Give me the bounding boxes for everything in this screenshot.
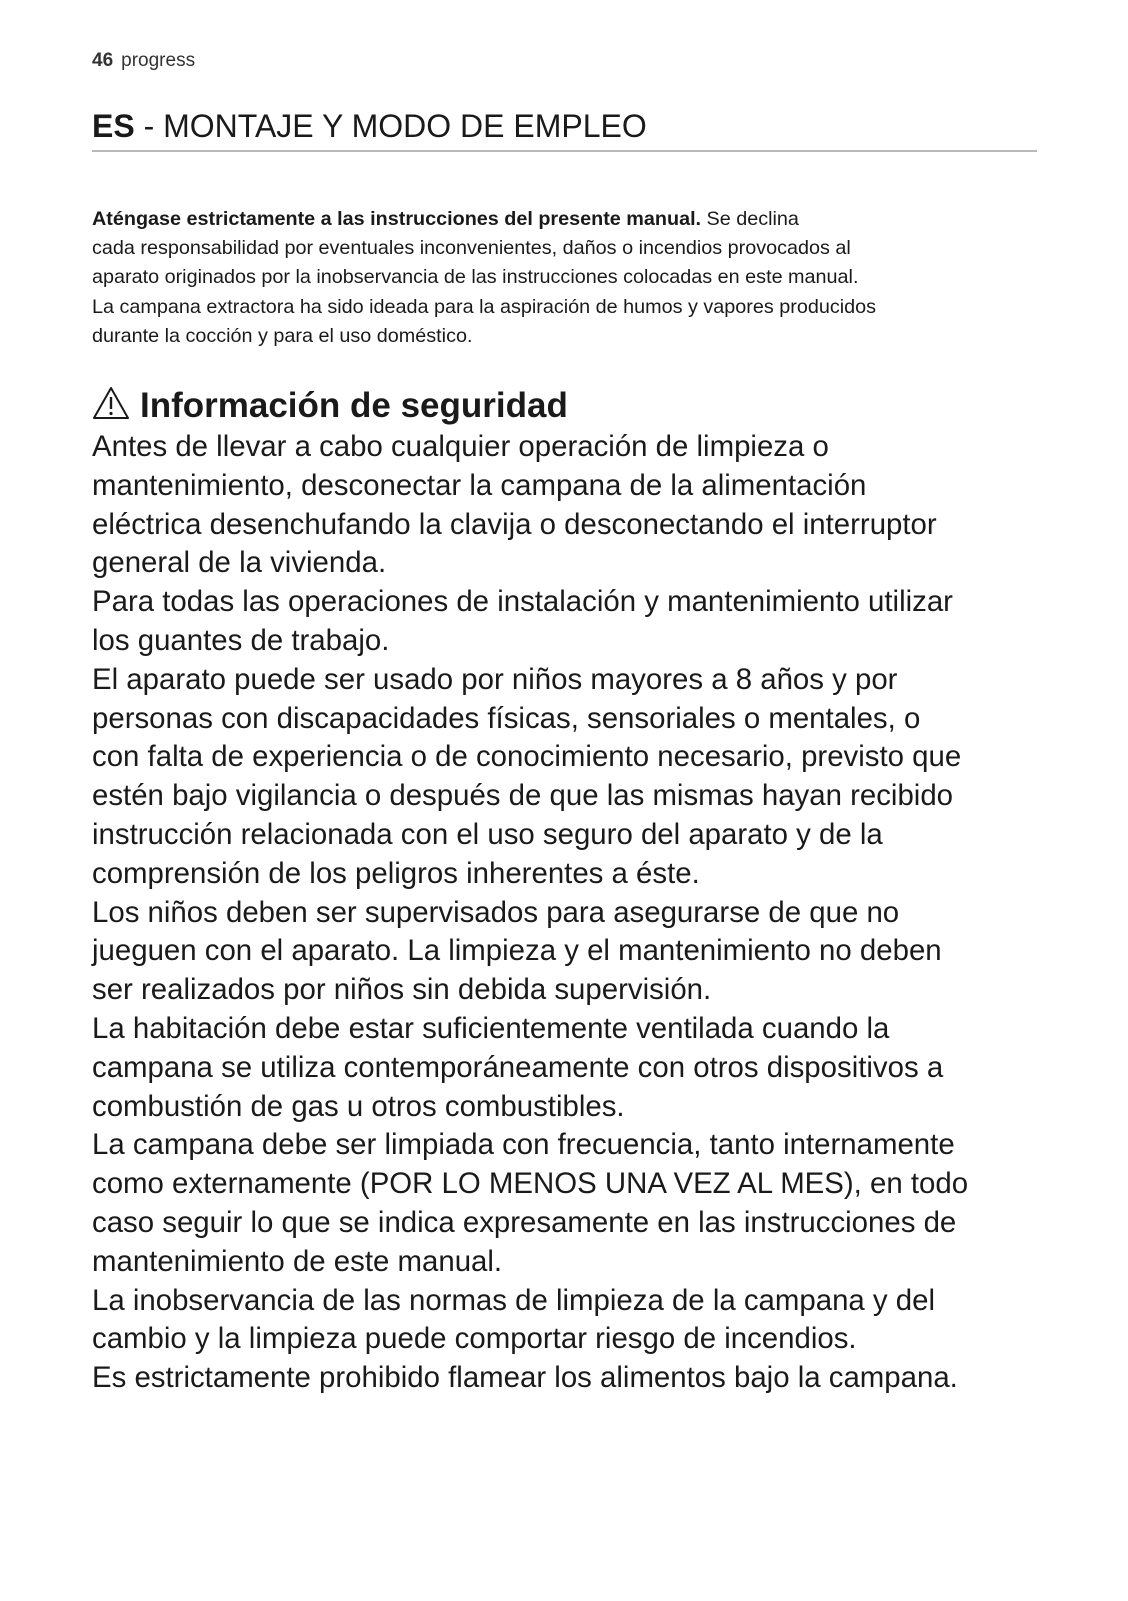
- safety-line: caso seguir lo que se indica expresamente en las instrucciones de: [92, 1205, 957, 1239]
- warning-triangle-icon: [92, 386, 130, 420]
- safety-line: Antes de llevar a cabo cualquier operación de limpieza o: [92, 430, 829, 463]
- safety-text: [92, 428, 1037, 1398]
- brand-name: progress: [121, 50, 196, 71]
- safety-line: general de la vivienda.: [92, 546, 387, 580]
- safety-line: jueguen con el aparato. La limpieza y el mantenimiento no deben: [92, 934, 942, 968]
- safety-line: con falta de experiencia o de conocimiento necesario, previsto que: [92, 740, 962, 774]
- safety-heading: [92, 384, 568, 428]
- intro-line: [92, 205, 1037, 234]
- intro-line-rest: Se declina: [701, 208, 799, 230]
- safety-line: instrucción relacionada con el uso seguro del aparato y de la: [92, 817, 883, 851]
- safety-line: los guantes de trabajo.: [92, 623, 390, 657]
- language-code: ES: [92, 108, 135, 144]
- safety-line: El aparato puede ser usado por niños mayores a 8 años y por: [92, 662, 898, 696]
- safety-line: eléctrica desenchufando la clavija o desconectando el interruptor: [92, 507, 937, 541]
- page-number: 46: [92, 50, 114, 71]
- safety-line: estén bajo vigilancia o después de que las mismas hayan recibido: [92, 779, 954, 813]
- safety-line: cambio y la limpieza puede comportar riesgo de incendios.: [92, 1322, 857, 1356]
- intro-line: cada responsabilidad por eventuales inconvenientes, daños o incendios provocados al: [92, 237, 851, 260]
- safety-line: personas con discapacidades físicas, sensoriales o mentales, o: [92, 701, 921, 735]
- safety-line: mantenimiento, desconectar la campana de la alimentación: [92, 468, 867, 502]
- intro-paragraph: [92, 205, 1037, 351]
- safety-line: Para todas las operaciones de instalación y mantenimiento utilizar: [92, 585, 953, 619]
- safety-heading-text: Información de seguridad: [140, 386, 568, 425]
- section-title: [92, 106, 1037, 152]
- safety-line: como externamente (POR LO MENOS UNA VEZ AL MES), en todo: [92, 1167, 969, 1201]
- intro-line: La campana extractora ha sido ideada para la aspiración de humos y vapores producidos: [92, 295, 877, 318]
- running-header: [92, 50, 195, 72]
- section-title-text: - MONTAJE Y MODO DE EMPLEO: [134, 108, 647, 144]
- safety-line: combustión de gas u otros combustibles.: [92, 1089, 625, 1123]
- intro-line: durante la cocción y para el uso doméstico.: [92, 324, 473, 347]
- safety-line: ser realizados por niños sin debida supervisión.: [92, 973, 712, 1007]
- safety-line: comprensión de los peligros inherentes a éste.: [92, 856, 700, 890]
- safety-line: Es estrictamente prohibido flamear los alimentos bajo la campana.: [92, 1361, 958, 1395]
- safety-line: campana se utiliza contemporáneamente con otros dispositivos a: [92, 1050, 944, 1084]
- intro-line: aparato originados por la inobservancia de las instrucciones colocadas en este manual.: [92, 266, 859, 289]
- safety-line: La inobservancia de las normas de limpieza de la campana y del: [92, 1283, 936, 1317]
- intro-bold-text: Aténgase estrictamente a las instrucciones del presente manual.: [92, 208, 702, 230]
- safety-line: La habitación debe estar suficientemente ventilada cuando la: [92, 1011, 890, 1045]
- safety-line: mantenimiento de este manual.: [92, 1244, 503, 1278]
- safety-line: Los niños deben ser supervisados para asegurarse de que no: [92, 895, 900, 929]
- safety-line: La campana debe ser limpiada con frecuencia, tanto internamente: [92, 1128, 955, 1162]
